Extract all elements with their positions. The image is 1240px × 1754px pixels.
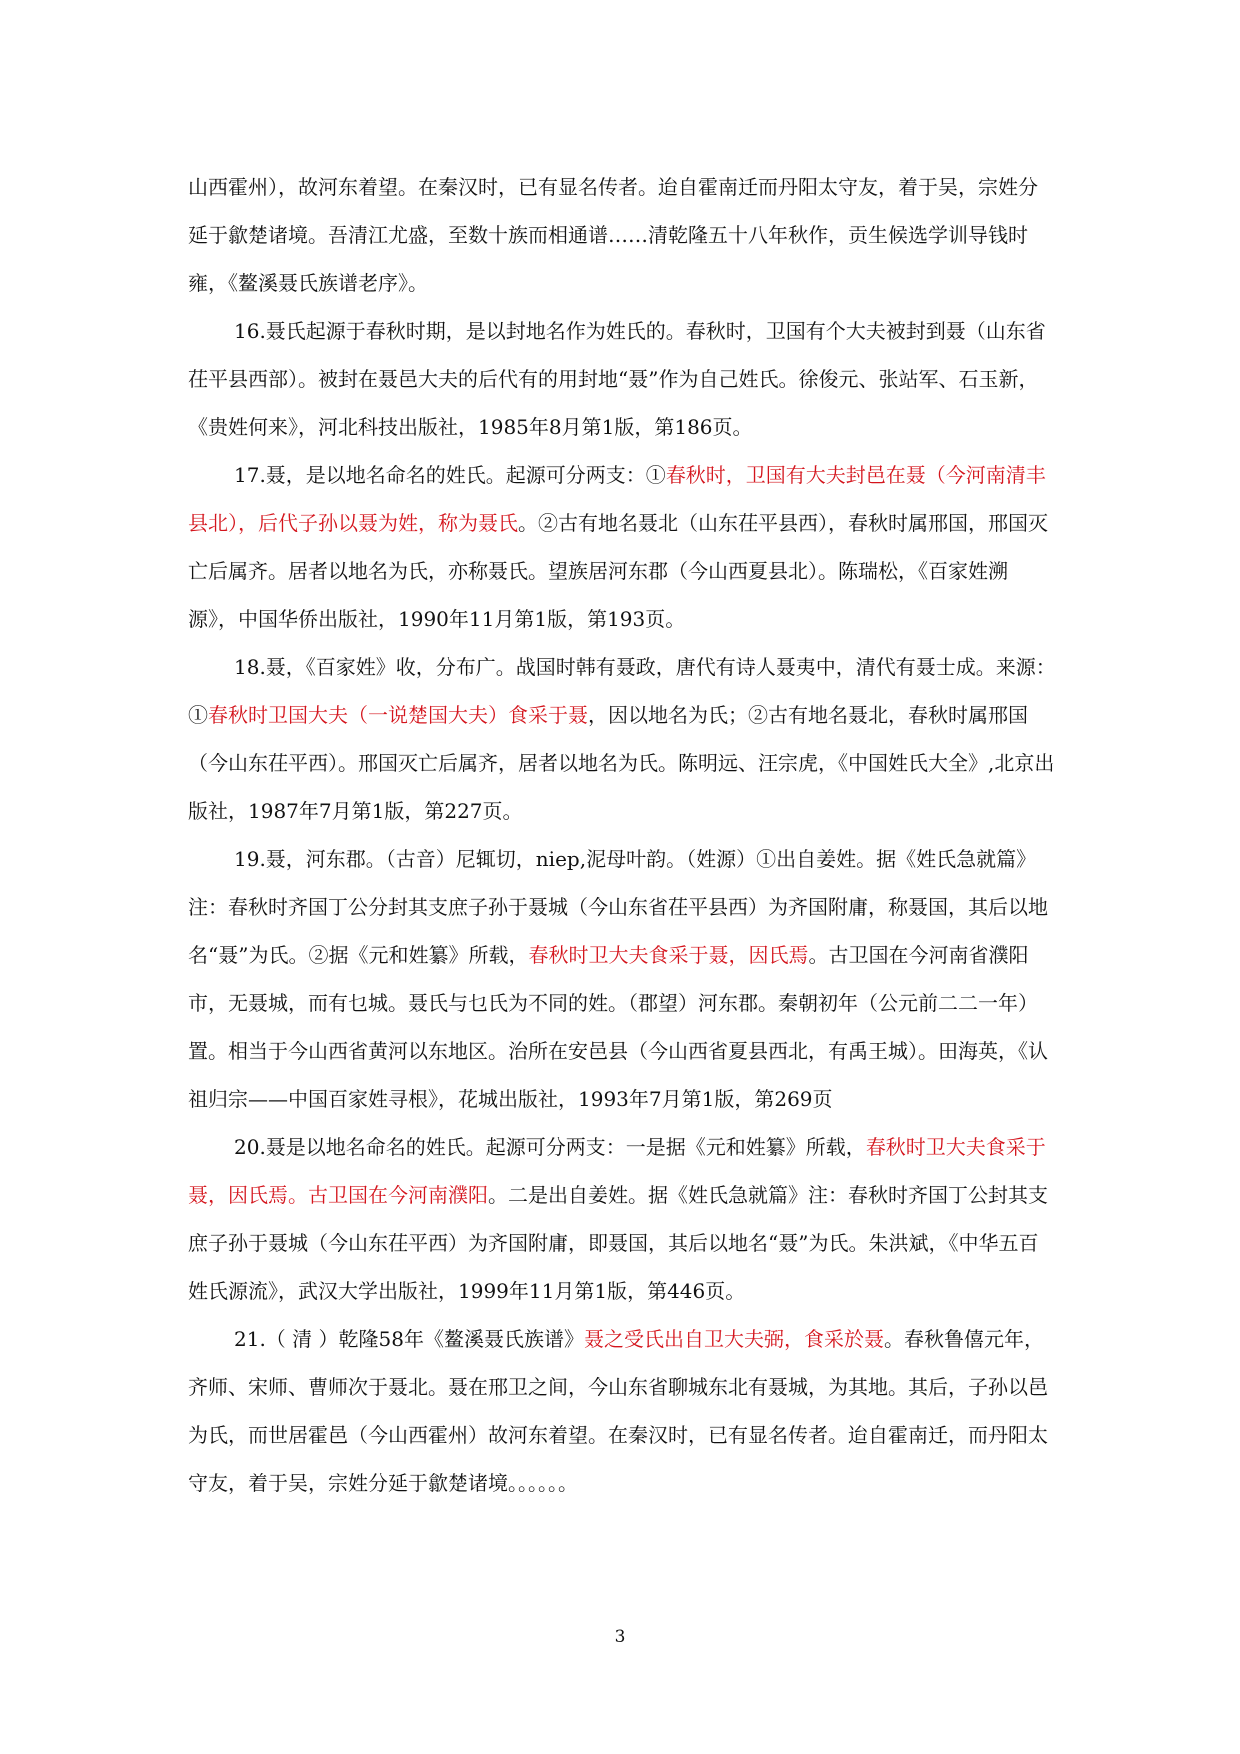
paragraph-21 (188, 1315, 1056, 1507)
page-number: 3 (614, 1627, 626, 1647)
highlighted-text-run: 春秋时卫大夫食采于聂，因氏焉。古卫国在今河南濮阳 (188, 1135, 1046, 1207)
text-run: 。春秋鲁僖元年，齐师、宋师、曹师次于聂北。聂在邢卫之间，今山东省聊城东北有聂城，为其地。其后，子孙以邑为氏，而世居霍邑（今山西霍州）故河东着望。在秦汉时，已有显名传者。迨自霍南迁，而丹阳太守友，着于吴，宗姓分延于歙楚诸境。。。。。。 (188, 1327, 1048, 1495)
text-run: 20.聂是以地名命名的姓氏。起源可分两支：一是据《元和姓纂》所载， (234, 1135, 866, 1159)
text-run: 16.聂氏起源于春秋时期，是以封地名作为姓氏的。春秋时，卫国有个大夫被封到聂（山东省茌平县西部）。被封在聂邑大夫的后代有的用封地“聂”作为自己姓氏。徐俊元、张站军、石玉新，《贵姓何来》，河北科技出版社，1985年8月第1版，第186页。 (188, 319, 1046, 439)
paragraph-19 (188, 835, 1056, 1123)
text-run: ，因以地名为氏；②古有地名聂北，春秋时属邢国（今山东茌平西）。邢国灭亡后属齐，居者以地名为氏。陈明远、汪宗虎，《中国姓氏大全》,北京出版社，1987年7月第1版，第227页。 (188, 703, 1055, 823)
paragraph-17 (188, 451, 1056, 643)
text-run: 。古卫国在今河南省濮阳市，无聂城，而有乜城。聂氏与乜氏为不同的姓。（郡望）河东郡。秦朝初年（公元前二二一年）置。相当于今山西省黄河以东地区。治所在安邑县（今山西省夏县西北，有禹王城）。田海英，《认祖归宗——中国百家姓寻根》，花城出版社，1993年7月第1版，第269页 (188, 943, 1048, 1111)
highlighted-text-run: 春秋时卫国大夫（一说楚国大夫）食采于聂 (208, 703, 588, 727)
text-run: 17.聂，是以地名命名的姓氏。起源可分两支：① (234, 463, 666, 487)
text-run: 21.（ 清 ）乾隆58年《鳌溪聂氏族谱》 (234, 1327, 584, 1351)
highlighted-text-run: 春秋时，卫国有大夫封邑在聂（今河南清丰县北），后代子孙以聂为姓，称为聂氏 (188, 463, 1046, 535)
paragraph-15-continued (188, 163, 1056, 307)
highlighted-text-run: 聂之受氏出自卫大夫弼，食采於聂 (583, 1327, 884, 1351)
text-run: 。②古有地名聂北（山东茌平县西），春秋时属邢国，邢国灭亡后属齐。居者以地名为氏，亦称聂氏。望族居河东郡（今山西夏县北）。陈瑞松，《百家姓溯源》，中国华侨出版社，1990年11月第1版，第193页。 (188, 511, 1048, 631)
text-run: 山西霍州），故河东着望。在秦汉时，已有显名传者。迨自霍南迁而丹阳太守友，着于吴，宗姓分延于歙楚诸境。吾清江尤盛，至数十族而相通谱……清乾隆五十八年秋作，贡生候选学训导钱时雍，《鳌溪聂氏族谱老序》。 (188, 175, 1038, 295)
text-run: 18.聂，《百家姓》收，分布广。战国时韩有聂政，唐代有诗人聂夷中，清代有聂士成。来源：① (188, 655, 1056, 727)
highlighted-text-run: 春秋时卫大夫食采于聂，因氏焉 (528, 943, 809, 967)
paragraph-20 (188, 1123, 1056, 1315)
paragraph-16 (188, 307, 1056, 451)
paragraph-18 (188, 643, 1056, 835)
text-run: 19.聂，河东郡。（古音）尼辄切，niep,泥母叶韵。（姓源）①出自姜姓。据《姓氏急就篇》注：春秋时齐国丁公分封其支庶子孙于聂城（今山东省茌平县西）为齐国附庸，称聂国，其后以地名“聂”为氏。②据《元和姓纂》所载， (188, 847, 1048, 967)
document-body (188, 163, 1056, 1507)
text-run: 。二是出自姜姓。据《姓氏急就篇》注：春秋时齐国丁公封其支庶子孙于聂城（今山东茌平西）为齐国附庸，即聂国，其后以地名“聂”为氏。朱洪斌，《中华五百姓氏源流》，武汉大学出版社，1999年11月第1版，第446页。 (188, 1183, 1048, 1303)
